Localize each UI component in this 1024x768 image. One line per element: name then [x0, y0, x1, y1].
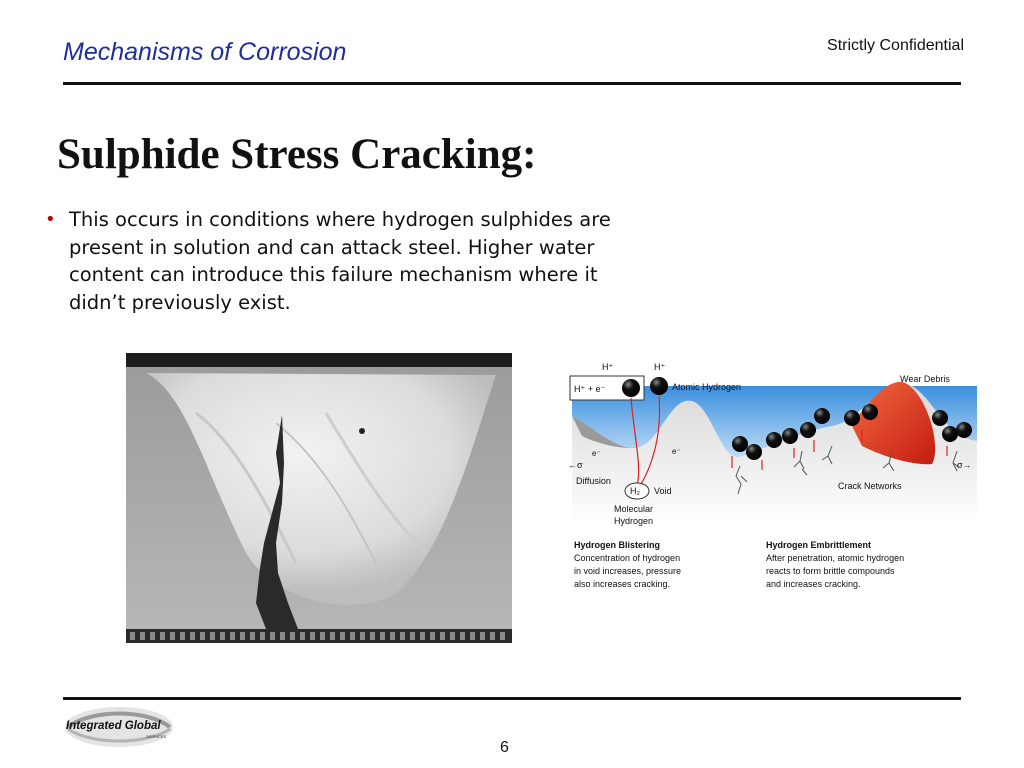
h-plus-label-2: H⁺ — [654, 362, 666, 372]
h-plus-label-1: H⁺ — [602, 362, 614, 372]
reaction-label: H⁺ + e⁻ — [574, 384, 606, 394]
electron-label-1: e⁻ — [592, 449, 601, 458]
company-logo — [62, 703, 176, 747]
crack-networks-label: Crack Networks — [838, 481, 902, 491]
embrittlement-line2: reacts to form brittle compounds — [766, 566, 895, 576]
blistering-title: Hydrogen Blistering — [574, 540, 661, 550]
embrittlement-line3: and increases cracking. — [766, 579, 861, 589]
embrittlement-line1: After penetration, atomic hydrogen — [766, 553, 905, 563]
sigma-left-label: ←σ — [568, 460, 583, 470]
bullet-item — [45, 206, 625, 316]
header-title: Mechanisms of Corrosion — [63, 38, 347, 66]
page-number: 6 — [500, 739, 509, 756]
bullet-text: This occurs in conditions where hydrogen sulphides are present in solution and can attack steel. Higher water content can introduce this failure mechanism where it didn’t previously exist. — [69, 208, 611, 314]
confidential-label: Strictly Confidential — [827, 37, 964, 54]
h2-label: H₂ — [630, 486, 640, 496]
sigma-right-label: σ→ — [957, 460, 972, 470]
blistering-line3: also increases cracking. — [574, 579, 671, 589]
atomic-hydrogen-label: Atomic Hydrogen — [672, 382, 742, 392]
hydrogen-label: Hydrogen — [614, 516, 654, 526]
slide-heading: Sulphide Stress Cracking: — [57, 131, 537, 178]
top-divider — [63, 82, 961, 85]
hydrogen-damage-diagram — [562, 356, 982, 606]
blistering-line1: Concentration of hydrogen — [574, 553, 681, 563]
logo-text: Integrated Global — [66, 720, 161, 732]
diffusion-label: Diffusion — [576, 476, 611, 486]
void-label: Void — [654, 486, 672, 496]
logo-subtext: SERVICES — [146, 734, 167, 739]
embrittlement-title: Hydrogen Embrittlement — [766, 540, 872, 550]
bullet-dot-icon: • — [45, 209, 56, 230]
molecular-label: Molecular — [614, 504, 654, 514]
weld-crack-photo — [126, 353, 512, 643]
electron-label-2: e⁻ — [672, 447, 681, 456]
bottom-divider — [63, 697, 961, 700]
wear-debris-label: Wear Debris — [900, 374, 950, 384]
blistering-line2: in void increases, pressure — [574, 566, 682, 576]
